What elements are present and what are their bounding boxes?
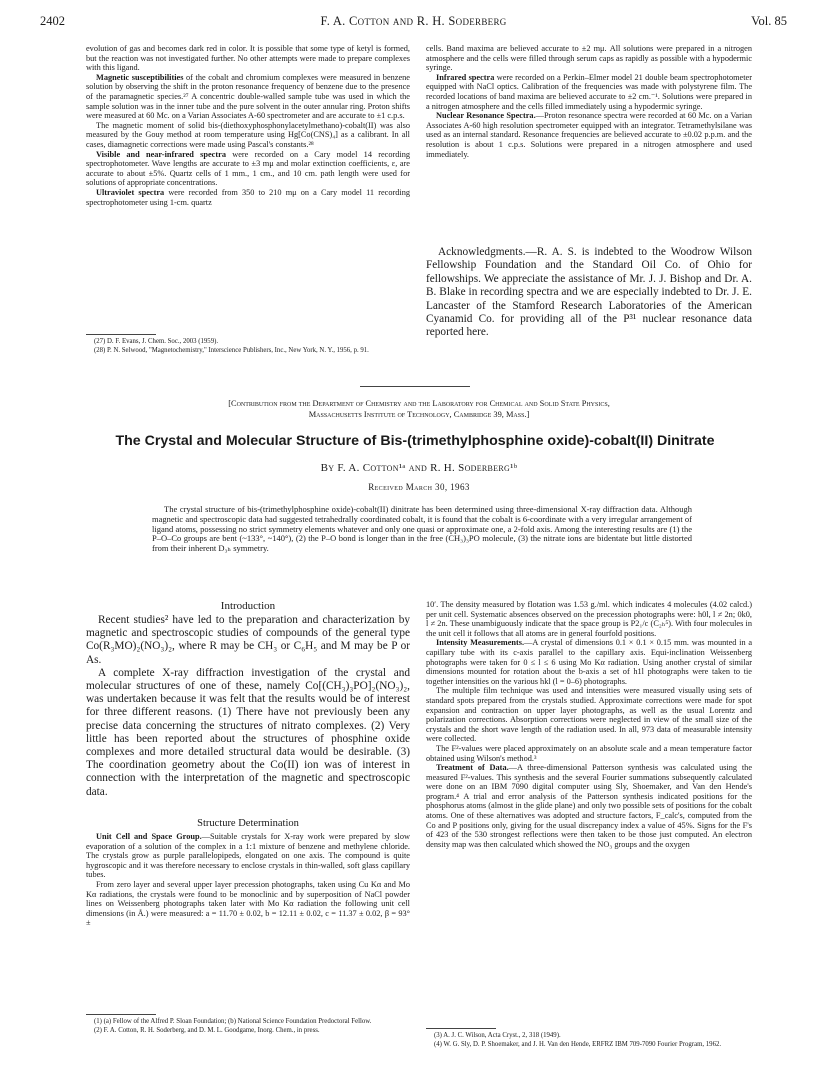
paragraph-text: of the cobalt and chromium complexes were measured in benzene solution by observing the shift in the proton resonance frequency of benzene due to the presence of the paramagnetic species.²⁷ A concentric double-walled sample tube was used in which the sample solution was in the inner tube and the pure solvent in the outer annular ring. Proton shifts were measured at 60 Mc. on a Varian Associates A-60 spectrometer and are accurate to ±1 c.p.s.: [86, 72, 410, 121]
paragraph: evolution of gas and becomes dark red in color. It is possible that some type of ketyl is formed, but the reaction was not investigated further. No other attempts were made to prepare complexes with this ligand.: [86, 44, 410, 73]
run-in-heading: Ultraviolet spectra: [96, 187, 165, 197]
paragraph-text: —R. A. S. is indebted to the Woodrow Wilson Fellowship Foundation and the Standard Oil Co. of Ohio for fellowships. We appreciate the assistance of Mr. J. J. Bishop and Dr. A. B. Blake in recording spectra and we are especially indebted to Dr. J. E. Lancaster of the Stamford Research Laboratories of the American Cyanamid Co. for providing all of the P³¹ nuclear resonance data reported here.: [426, 246, 752, 339]
paragraph: [426, 73, 752, 111]
lower-right-footnotes: [426, 1032, 752, 1049]
top-left-column: [86, 44, 410, 207]
page-number: 2402: [40, 14, 65, 28]
paragraph: 10′. The density measured by flotation was 1.53 g./ml. which indicates 4 molecules (4.02 calcd.) per unit cell. Systematic absences observed on the precession photographs were: h0l, l ≠ 2n; 0k0, l ≠ 2n. These unambiguously indicate that the space group is P2₁/c (C₂ₕ⁵). With four molecules in the unit cell it follows that all atoms are in general fourfold positions.: [426, 600, 752, 638]
page-header: [40, 14, 787, 34]
contribution-line: Massachusetts Institute of Technology, Cambridge 39, Mass.]: [308, 409, 530, 419]
paragraph: [426, 111, 752, 159]
section-heading: Introduction: [220, 600, 276, 612]
paragraph: Recent studies² have led to the preparation and characterization by magnetic and spectroscopic studies of compounds of the general type Co(R₃MO)₂(NO₃)₂, where R may be CH₃ or C₆H₅ and M may be P or As.: [86, 614, 410, 666]
run-in-heading: Infrared spectra: [436, 72, 495, 82]
run-in-heading: Intensity Measurements.: [436, 638, 525, 648]
paragraph: A complete X-ray diffraction investigation of the crystal and molecular structures of one of these, namely Co[(CH₃)₃PO]₂(NO₃)₂, was undertaken because it was felt that the results would be of interest for three different reasons. (1) There have not previously been any precise data concerning the structures of nitrato complexes. (2) Very little has been reported about the structures of phosphine oxide complexes and more detailed structural data would be desirable. (3) The coordination geometry about the Co(II) ion was of interest in connection with the interpretation of the magnetic and spectroscopic data.: [86, 666, 410, 798]
paragraph: cells. Band maxima are believed accurate to ±2 mμ. All solutions were prepared in a nitrogen atmosphere and the cells were filled through serum caps as rapidly as possible with a hypodermic syringe.: [426, 44, 752, 73]
paragraph-text: were recorded from 350 to 210 mμ on a Cary model 11 recording spectrophotometer using 1-cm. quartz: [86, 187, 410, 207]
paragraph: [86, 150, 410, 188]
paragraph-text: were recorded on a Cary model 14 recording spectrophotometer. Wave lengths are accurate to ±3 mμ and molar extinction coefficients, ε, are accurate to about ±5%. Quartz cells of 1 mm., 1 cm., and 10 cm. path length were used for solutions of appropriate concentrations.: [86, 149, 410, 188]
article-divider: [360, 386, 470, 387]
run-in-heading: Treatment of Data.: [436, 763, 509, 773]
abstract: The crystal structure of bis-(trimethylphosphine oxide)-cobalt(II) dinitrate has been determined using three-dimensional X-ray diffraction data. Although magnetic and spectroscopic data had suggested tetrahedrally coordinated cobalt, it is found that the cobalt is 6-coordinate with a very irregular arrangement of ligand atoms, possessing no strict symmetry elements whatever and only one quasi or approximate one, a 2-fold axis. Among the interesting results are (1) the P–O–Co groups are bent (~133°, ~140°), (2) the P–O bond is longer than in the free (CH₃)₃PO molecule, (3) the nitrate ions are bidentate but little distorted from their inherent D₃ₕ symmetry.: [152, 504, 692, 554]
footnote: (27) D. F. Evans, J. Chem. Soc., 2003 (1959).: [94, 338, 219, 345]
run-in-heading: Nuclear Resonance Spectra.: [436, 111, 536, 121]
running-head: F. A. Cotton and R. H. Soderberg: [320, 14, 507, 28]
top-left-footnotes: [86, 338, 410, 355]
run-in-heading: Acknowledgments.: [438, 246, 526, 258]
paragraph: From zero layer and several upper layer precession photographs, taken using Cu Kα and Mo Kα radiations, the crystals were found to be monoclinic and by superposition of NaCl powder lines on Weissenberg photographs taken later with Mo Kα radiation the following unit cell dimensions (in Å.) were measured: a = 11.70 ± 0.02, b = 12.11 ± 0.02, c = 11.37 ± 0.02, β = 93° ±: [86, 879, 410, 928]
paragraph-text: were recorded on a Perkin–Elmer model 21 double beam spectrophotometer equipped with NaCl optics. Calibration of the frequencies was made with polystyrene film. The recorded locations of band maxima are believed accurate to ±2 cm.⁻¹. Solutions were prepared in a nitrogen atmosphere and the cells filled immediately using a hypodermic syringe.: [426, 72, 752, 111]
byline: By F. A. Cotton¹ᵃ and R. H. Soderberg¹ᵇ: [320, 462, 518, 474]
paragraph: [426, 638, 752, 686]
acknowledgments: [426, 246, 752, 340]
run-in-heading: Unit Cell and Space Group.: [96, 832, 202, 841]
footnote: (28) P. N. Selwood, "Magnetochemistry," Interscience Publishers, Inc., New York, N. Y., 1956, p. 91.: [94, 346, 369, 354]
paragraph: The multiple film technique was used and intensities were measured visually using sets of standard spots prepared from the crystals studied. Approximate corrections were made for spot expansion and contraction on upper layer photographs, as well as the usual Lorentz and polarization corrections. Absorption corrections were neglected in view of the small size of the crystals and the short wave length of the radiation used. In all, 973 data of measurable intensity were collected.: [426, 686, 752, 744]
paragraph: [86, 73, 410, 121]
paragraph-text: —Proton resonance spectra were recorded at 60 Mc. on a Varian Associates A-60 high resolution spectrometer equipped with an integrator. Tetramethylsilane was used as an internal standard. Resonance frequencies are believed accurate to ±0.02 p.p.m. and the resolution is about 1 c.p.s. Solutions were prepared in a nitrogen atmosphere and used immediately.: [426, 111, 752, 159]
article-title: The Crystal and Molecular Structure of Bis-(trimethylphosphine oxide)-cobalt(II) Dinitrate: [115, 433, 715, 449]
footnote-divider: [86, 1014, 156, 1015]
volume-label: Vol. 85: [751, 14, 787, 28]
footnote-divider: [86, 334, 156, 335]
lower-left-footnotes: [86, 1018, 410, 1035]
contribution-line: [Contribution from the Department of Chemistry and the Laboratory for Chemical and Solid State Physics,: [228, 399, 610, 408]
structure-text: [86, 832, 410, 928]
footnote-divider: [426, 1028, 496, 1029]
paragraph-text: —Suitable crystals for X-ray work were prepared by slow evaporation of a solution of the complex in a 1:1 mixture of benzene and methylene chloride. The crystals grow as purple parallelopipeds, elongated on one axis. The compound is quite hygroscopic and it was therefore necessary to enclose crystals in thin-walled, soft glass capillary tubes.: [86, 832, 410, 880]
paragraph: [426, 763, 752, 849]
run-in-heading: Magnetic susceptibilities: [96, 72, 184, 82]
paragraph: [86, 188, 410, 207]
paragraph: [426, 246, 752, 340]
section-heading: Structure Determination: [197, 818, 299, 829]
footnote: (1) (a) Fellow of the Alfred P. Sloan Foundation; (b) National Science Foundation Predoctoral Fellow.: [94, 1018, 372, 1025]
received-date: Received March 30, 1963: [368, 482, 470, 492]
footnote: (4) W. G. Sly, D. P. Shoemaker, and J. H. Van den Hende, ERFRZ IBM 709-7090 Fourier Program, 1962.: [434, 1040, 722, 1048]
run-in-heading: Visible and near-infrared spectra: [96, 149, 226, 159]
footnote: (2) F. A. Cotton, R. H. Soderberg, and D. M. L. Goodgame, Inorg. Chem., in press.: [94, 1026, 320, 1034]
paragraph: [86, 832, 410, 880]
paragraph: The magnetic moment of solid bis-(diethoxyphosphonylacetylmethano)-cobalt(II) was also measured by the Gouy method at room temperature using Hg[Co(CNS)₄] as a calibrant. In all cases, diamagnetic corrections were made using Pascal's constants.²⁸: [86, 120, 410, 149]
lower-right-column: [426, 600, 752, 849]
footnote: (3) A. J. C. Wilson, Acta Cryst., 2, 318 (1949).: [434, 1032, 561, 1039]
contribution-note: [86, 399, 752, 420]
paragraph: The F²-values were placed approximately on an absolute scale and a mean temperature factor obtained using Wilson's method.³: [426, 743, 752, 763]
top-right-column: [426, 44, 752, 159]
paragraph-text: —A crystal of dimensions 0.1 × 0.1 × 0.15 mm. was mounted in a capillary tube with its c-axis parallel to the capillary axis. Equi-inclination Weissenberg photographs were taken for 0 ≤ l ≤ 6 using Mo Kα radiation. Using another crystal of similar dimensions mounted for rotation about the b-axis a set of h1l photographs were taken to tie together intensities on the various hkl (l = 0–6) photographs.: [426, 638, 753, 686]
introduction-text: [86, 614, 410, 799]
paragraph-text: —A three-dimensional Patterson synthesis was calculated using the measured F²-values. This synthesis and the several Fourier summations subsequently calculated were done on an IBM 7090 digital computer using Sly, Shoemaker, and Van den Hende's program.⁴ A trial and error analysis of the Patterson synthesis indicated positions for the phosphorus atoms (almost in the glide plane) and only two possible sets of positions for the cobalt atoms. One of these alternatives was adopted and structure factors, F_calc's, computed from the Co and P positions only, giving for the usual discrepancy index a value of 45%. Signs for the F's of 423 of the 530 strongest reflections were then taken to be those just computed. An electron density map was then calculated which showed the NO₃ groups and the oxygen: [426, 763, 752, 849]
